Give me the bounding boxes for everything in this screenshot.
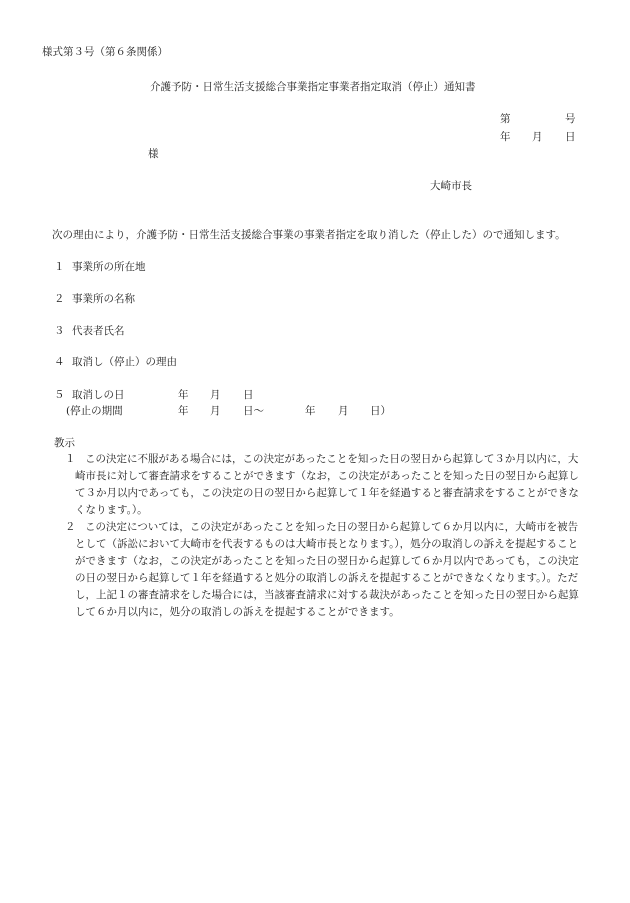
item-label-representative: 代表者氏名 — [72, 325, 125, 337]
item-number: ３ — [54, 325, 65, 337]
intro-text: 次の理由により，介護予防・日常生活支援総合事業の事業者指定を取り消した（停止した）ので通知します。 — [52, 229, 566, 241]
stop-to-day: 日） — [370, 405, 391, 417]
notice-line: この決定に不服がある場合には，この決定があったことを知った日の翌日から起算して３か月以内に，大 — [85, 453, 579, 465]
notice-line: くなります。）。 — [75, 504, 148, 516]
notice-line: 崎市長に対して審査請求をすることができます（なお，この決定があったことを知った日の翌日から起算し — [75, 470, 579, 482]
stop-from-year: 年 — [178, 405, 189, 417]
item-number: １ — [54, 261, 65, 273]
cancel-date-month: 月 — [210, 389, 221, 401]
item-label-cancel-date: 取消しの日 — [72, 389, 125, 401]
document-title: 介護予防・日常生活支援総合事業指定事業者指定取消（停止）通知書 — [150, 81, 476, 93]
addressee-suffix: 様 — [148, 148, 159, 160]
issue-date-year: 年 — [500, 131, 511, 143]
issuer-name: 大崎市長 — [430, 180, 472, 192]
item-number: ４ — [54, 356, 65, 368]
form-number: 様式第３号（第６条関係） — [42, 46, 168, 58]
notice-line: し，上記１の審査請求をした場合には，当該審査請求に対する裁決があったことを知った日の翌日から起算 — [75, 589, 579, 601]
item-label-reason: 取消し（停止）の理由 — [72, 356, 177, 368]
notice-line: として（訴訟において大崎市を代表するものは大崎市長となります。），処分の取消しの訴えを提起すること — [75, 538, 579, 550]
item-number: ５ — [54, 389, 65, 401]
stop-from-day: 日～ — [243, 405, 264, 417]
item-label-office-name: 事業所の名称 — [72, 293, 135, 305]
cancel-date-year: 年 — [178, 389, 189, 401]
notice-line: して６か月以内に，処分の取消しの訴えを提起することができます。 — [75, 606, 400, 618]
notice-line: て３か月以内であっても，この決定の日の翌日から起算して１年を経過すると審査請求をすることができな — [75, 487, 579, 499]
stop-period-label: (停止の期間 — [66, 405, 123, 417]
item-number: ２ — [54, 293, 65, 305]
notice-paragraph-number: １ — [65, 453, 76, 465]
stop-to-year: 年 — [305, 405, 316, 417]
document-number-suffix: 号 — [565, 113, 576, 125]
notice-heading: 教示 — [54, 437, 75, 449]
document-number-prefix: 第 — [500, 113, 511, 125]
notice-paragraph-number: ２ — [65, 521, 76, 533]
issue-date-day: 日 — [565, 131, 576, 143]
notice-line: ができます（なお，この決定があったことを知った日の翌日から起算して６か月以内であっても，この決定 — [75, 555, 579, 567]
issue-date-month: 月 — [532, 131, 543, 143]
stop-from-month: 月 — [210, 405, 221, 417]
stop-to-month: 月 — [338, 405, 349, 417]
cancel-date-day: 日 — [243, 389, 254, 401]
item-label-address: 事業所の所在地 — [72, 261, 146, 273]
notice-line: の日の翌日から起算して１年を経過すると処分の取消しの訴えを提起することができなくなります。）。ただ — [75, 572, 579, 584]
notice-line: この決定については，この決定があったことを知った日の翌日から起算して６か月以内に，大崎市を被告 — [85, 521, 579, 533]
